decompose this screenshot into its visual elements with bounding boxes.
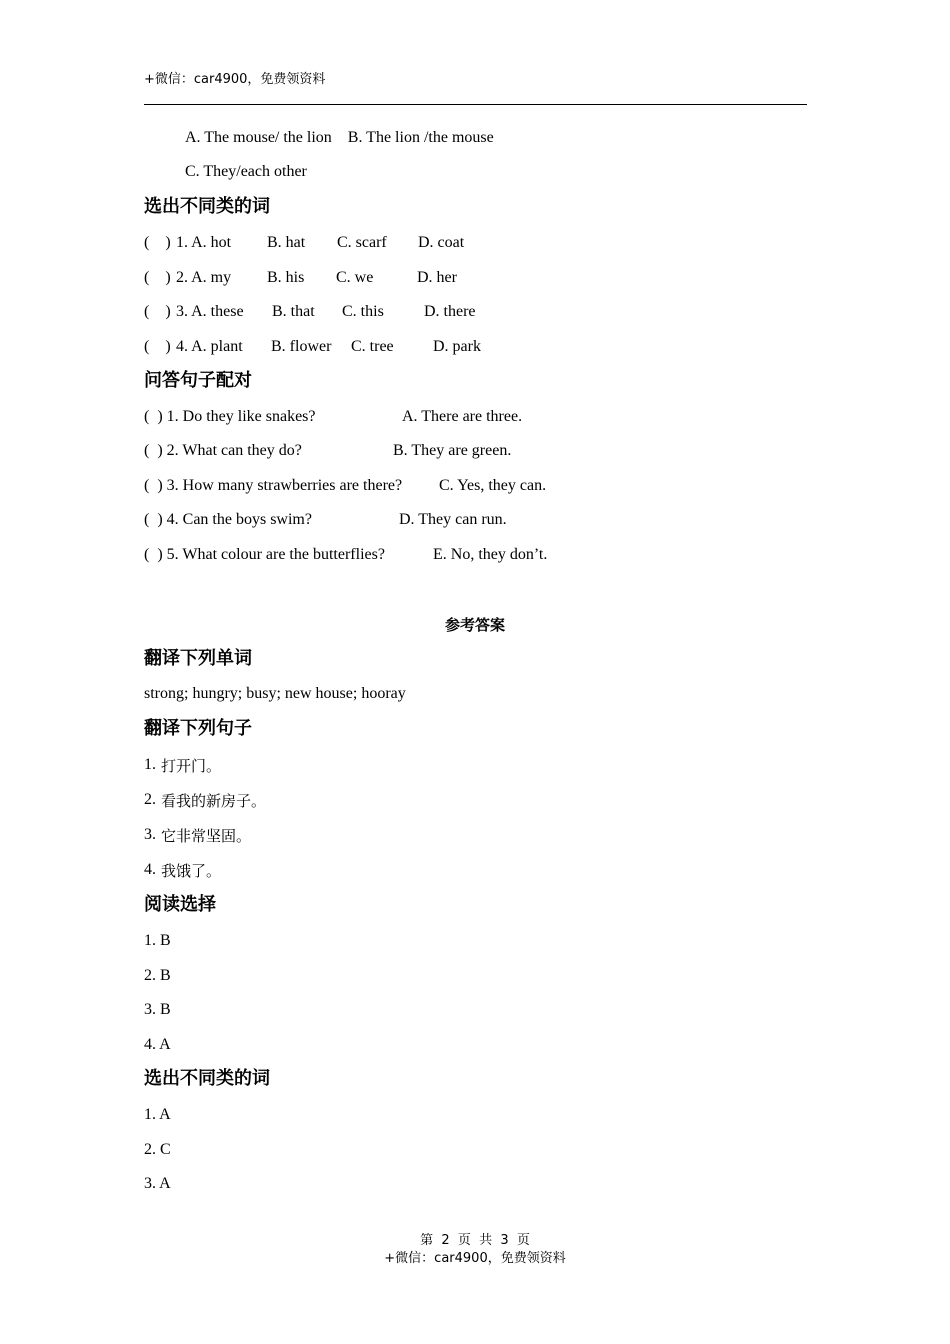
option-line-1: A. The mouse/ the lion B. The lion /the mouse xyxy=(185,129,494,146)
match-question: ( ) 3. How many strawberries are there? xyxy=(144,477,403,494)
odd-answer: 2. C xyxy=(144,1141,171,1158)
odd-item-d: D. park xyxy=(433,338,481,355)
odd-paren: ( ) xyxy=(144,303,171,320)
odd-answer: 1. A xyxy=(144,1106,171,1123)
match-question: ( ) 5. What colour are the butterflies? xyxy=(144,546,385,563)
odd-item-a: 4. A. plant xyxy=(176,338,243,355)
sentence-text: 它非常坚固。 xyxy=(161,827,252,845)
odd-item-d: D. coat xyxy=(418,234,465,251)
answers-title: 参考答案 xyxy=(444,616,505,634)
match-answer: C. Yes, they can. xyxy=(439,477,547,494)
option-line-2: C. They/each other xyxy=(185,163,307,180)
header-rule xyxy=(144,104,807,105)
match-answer: A. There are three. xyxy=(402,408,523,425)
match-answer: D. They can run. xyxy=(399,511,507,528)
odd-item-b: B. hat xyxy=(267,234,306,251)
odd-paren: ( ) xyxy=(144,338,171,355)
odd-item-c: C. this xyxy=(342,303,384,320)
answers-sentences-title: 翻译下列句子 xyxy=(144,718,252,739)
odd-item-d: D. there xyxy=(424,303,476,320)
odd-item-a: 1. A. hot xyxy=(176,234,232,251)
odd-answer: 3. A xyxy=(144,1175,171,1192)
reading-answer: 4. A xyxy=(144,1036,171,1053)
section-title-match: 问答句子配对 xyxy=(144,370,252,391)
odd-item-a: 2. A. my xyxy=(176,269,232,286)
match-answer: B. They are green. xyxy=(393,442,512,459)
match-question: ( ) 4. Can the boys swim? xyxy=(144,511,312,528)
sentence-num: 4. xyxy=(144,861,156,878)
footer-text: +微信：car4900，免费领资料 xyxy=(384,1251,566,1266)
answers-odd-title: 选出不同类的词 xyxy=(144,1068,270,1089)
odd-item-a: 3. A. these xyxy=(176,303,244,320)
odd-item-b: B. flower xyxy=(271,338,332,355)
answers-words-title: 翻译下列单词 xyxy=(144,648,252,669)
odd-item-c: C. tree xyxy=(351,338,394,355)
sentence-num: 1. xyxy=(144,756,156,773)
answers-words-text: strong; hungry; busy; new house; hooray xyxy=(144,685,406,702)
section-title-odd: 选出不同类的词 xyxy=(144,196,270,217)
sentence-num: 2. xyxy=(144,791,156,808)
reading-answer: 3. B xyxy=(144,1001,171,1018)
match-answer: E. No, they don’t. xyxy=(433,546,548,563)
page-number: 第 2 页 共 3 页 xyxy=(420,1233,530,1248)
reading-answer: 1. B xyxy=(144,932,171,949)
odd-item-b: B. his xyxy=(267,269,305,286)
odd-paren: ( ) xyxy=(144,269,171,286)
sentence-text: 打开门。 xyxy=(161,757,222,775)
odd-paren: ( ) xyxy=(144,234,171,251)
odd-item-c: C. we xyxy=(336,269,374,286)
odd-item-b: B. that xyxy=(272,303,315,320)
sentence-text: 看我的新房子。 xyxy=(161,792,267,810)
match-question: ( ) 1. Do they like snakes? xyxy=(144,408,316,425)
answers-reading-title: 阅读选择 xyxy=(144,894,216,915)
header-text: +微信：car4900，免费领资料 xyxy=(144,72,326,87)
odd-item-d: D. her xyxy=(417,269,457,286)
reading-answer: 2. B xyxy=(144,967,171,984)
sentence-text: 我饿了。 xyxy=(161,862,222,880)
match-question: ( ) 2. What can they do? xyxy=(144,442,302,459)
odd-item-c: C. scarf xyxy=(337,234,387,251)
sentence-num: 3. xyxy=(144,826,156,843)
